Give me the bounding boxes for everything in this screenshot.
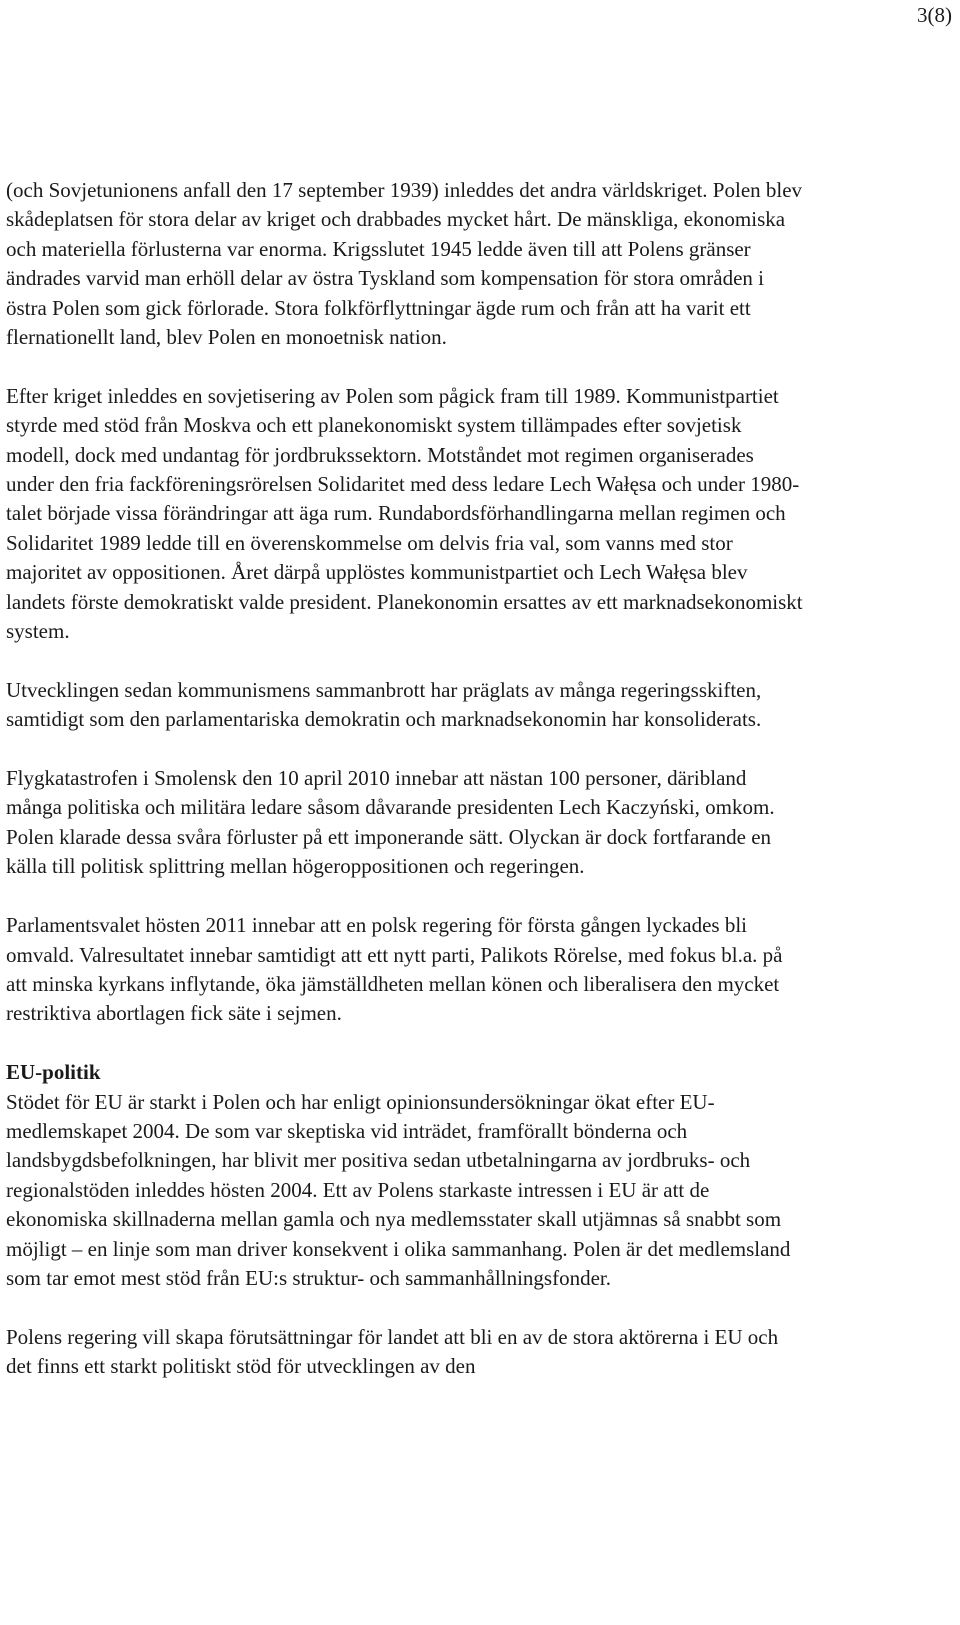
section-heading-eu-politik: EU-politik xyxy=(6,1060,101,1085)
paragraph-eu-support: Stödet för EU är starkt i Polen och har enligt opinionsundersökningar ökat efter EU-medlemskapet 2004. De som var skeptiska vid inträdet, framförallt bönderna och landsbygdsbefolkningen, har blivit mer positiva sedan utbetalningarna av jordbruks- och regionalstöden inleddes hösten 2004. Ett av Polens starkaste intressen i EU är att de ekonomiska skillnaderna mellan gamla och nya medlemsstater skall utjämnas så snabbt som möjligt – en linje som man driver konsekvent i olika sammanhang. Polen är det medlemsland som tar emot mest stöd från EU:s struktur- och sammanhållningsfonder. xyxy=(6,1089,791,1290)
paragraph-post-communism: Utvecklingen sedan kommunismens sammanbrott har präglats av många regeringsskiften, samtidigt som den parlamentariska demokratin och marknadsekonomin har konsoliderats. xyxy=(6,677,762,732)
paragraph-sovietization: Efter kriget inleddes en sovjetisering av Polen som pågick fram till 1989. Kommunistpartiet styrde med stöd från Moskva och ett planekonomiskt system tillämpades efter sovjetisk modell, dock med undantag för jordbrukssektorn. Motståndet mot regimen organiserades under den fria fackföreningsrörelsen Solidaritet med dess ledare Lech Wałęsa och under 1980-talet började vissa förändringar att äga rum. Rundabordsförhandlingarna mellan regimen och Solidaritet 1989 ledde till en överenskommelse om delvis fria val, som vanns med stor majoritet av oppositionen. Året därpå upplöstes kommunistpartiet och Lech Wałęsa blev landets förste demokratiskt valde president. Planekonomin ersattes av ett marknadsekonomiskt system. xyxy=(6,383,803,644)
page-number: 3(8) xyxy=(917,3,952,27)
eu-section xyxy=(6,1058,806,1293)
document-body xyxy=(6,176,806,1411)
paragraph-smolensk: Flygkatastrofen i Smolensk den 10 april 2010 innebar att nästan 100 personer, däribland många politiska och militära ledare såsom dåvarande presidenten Lech Kaczyński, omkom. Polen klarade dessa svåra förluster på ett imponerande sätt. Olyckan är dock fortfarande en källa till politisk splittring mellan högeroppositionen och regeringen. xyxy=(6,766,775,879)
paragraph-eu-ambition: Polens regering vill skapa förutsättningar för landet att bli en av de stora aktörerna i EU och det finns ett starkt politiskt stöd för utvecklingen av den xyxy=(6,1324,779,1379)
paragraph-election-2011: Parlamentsvalet hösten 2011 innebar att en polsk regering för första gången lyckades bli omvald. Valresultatet innebar samtidigt att ett nytt parti, Palikots Rörelse, med fokus bl.a. på att minska kyrkans inflytande, öka jämställdheten mellan könen och liberalisera den mycket restriktiva abortlagen fick säte i sejmen. xyxy=(6,913,783,1026)
paragraph-ww2: (och Sovjetunionens anfall den 17 september 1939) inleddes det andra världskriget. Polen blev skådeplatsen för stora delar av kriget och drabbades mycket hårt. De mänskliga, ekonomiska och materiella förlusterna var enorma. Krigsslutet 1945 ledde även till att Polens gränser ändrades varvid man erhöll delar av östra Tyskland som kompensation för stora områden i östra Polen som gick förlorade. Stora folkförflyttningar ägde rum och från att ha varit ett flernationellt land, blev Polen en monoetnisk nation. xyxy=(6,178,803,350)
